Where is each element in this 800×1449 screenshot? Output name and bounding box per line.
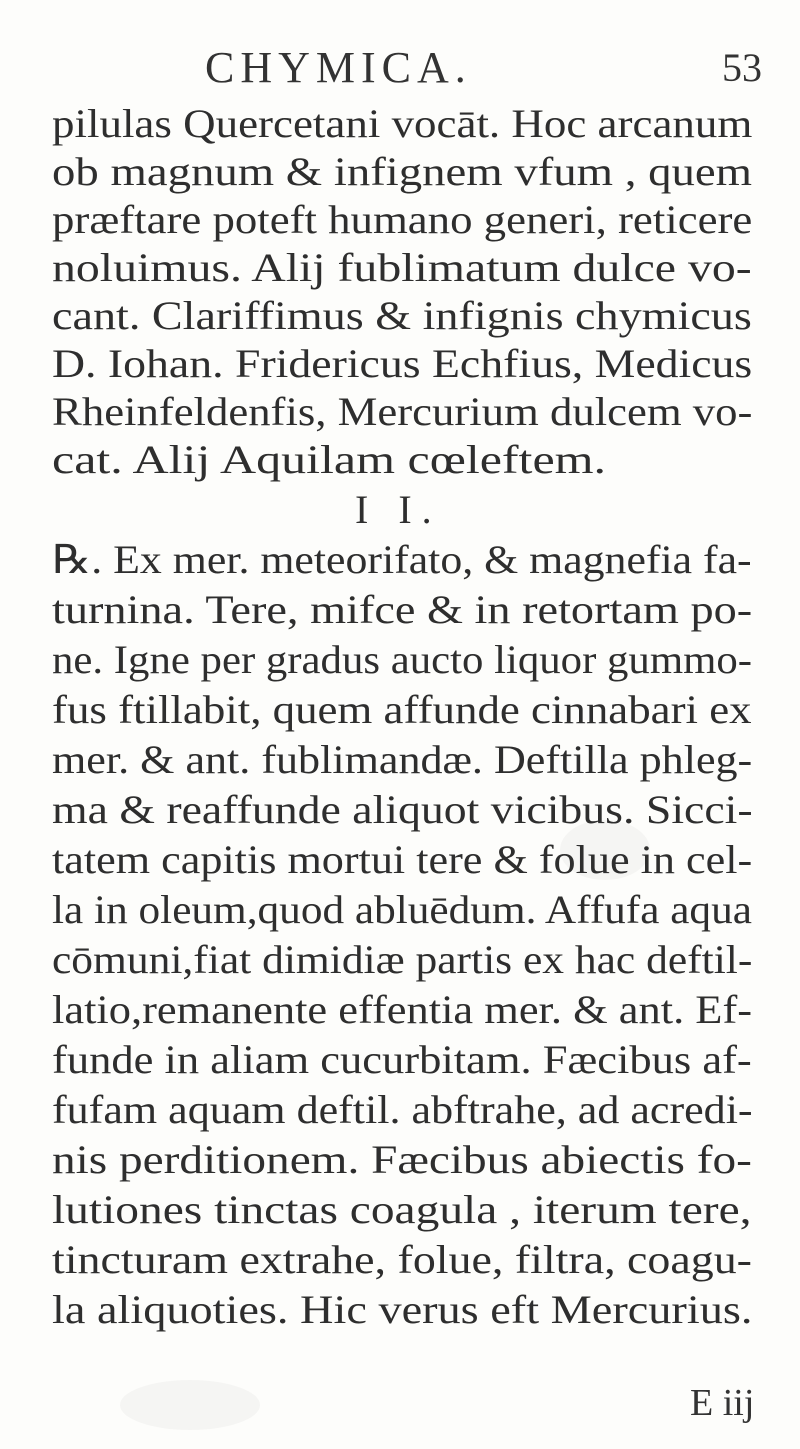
text-line: nis perditionem. Fæcibus abiectis fo- bbox=[52, 1137, 752, 1182]
text-line: cat. Alij Aquilam cœleftem. bbox=[52, 437, 607, 482]
text-line: ma & reaffunde aliquot vicibus. Sicci- bbox=[52, 787, 753, 832]
running-head bbox=[0, 42, 800, 94]
text-line: ne. Igne per gradus aucto liquor gummo- bbox=[52, 637, 753, 682]
page-number: 53 bbox=[722, 45, 762, 90]
text-line: Rheinfeldenfis, Mercurium dulcem vo- bbox=[52, 389, 753, 434]
text-line: D. Iohan. Fridericus Echfius, Medicus bbox=[52, 341, 753, 386]
text-line: cant. Clariffimus & infignis chymicus bbox=[52, 293, 752, 338]
text-line: mer. & ant. fublimandæ. Deftilla phleg- bbox=[52, 737, 753, 782]
text-line: tincturam extrahe, folue, filtra, coagu- bbox=[52, 1237, 752, 1282]
text-line: la in oleum,quod abluēdum. Affufa aqua bbox=[52, 887, 752, 932]
text-line: latio,remanente effentia mer. & ant. Ef- bbox=[52, 987, 753, 1032]
text-line: noluimus. Alij fublimatum dulce vo- bbox=[52, 245, 752, 290]
text-line: fufam aquam deftil. abftrahe, ad acredi- bbox=[52, 1087, 753, 1132]
text-line: pilulas Quercetani vocāt. Hoc arcanum bbox=[52, 101, 753, 146]
text-line: fus ftillabit, quem affunde cinnabari ex bbox=[52, 687, 752, 732]
section-number: I I. bbox=[355, 487, 442, 532]
text-line: turnina. Tere, mifce & in retortam po- bbox=[52, 587, 753, 632]
text-line: cōmuni,fiat dimidiæ partis ex hac deftil- bbox=[52, 937, 753, 982]
signature-mark: E iij bbox=[690, 1382, 755, 1424]
text-line: la aliquoties. Hic verus eft Mercurius. bbox=[52, 1287, 753, 1332]
text-line: tatem capitis mortui tere & folue in cel- bbox=[52, 837, 753, 882]
text-line: ℞. Ex mer. meteorifato, & magnefia fa- bbox=[52, 537, 752, 582]
text-line: præftare poteft humano generi, reticere bbox=[52, 197, 753, 242]
running-title: CHYMICA. bbox=[205, 43, 472, 92]
paper-stain bbox=[120, 1380, 260, 1430]
text-line: lutiones tinctas coagula , iterum tere, bbox=[52, 1187, 752, 1232]
text-line: funde in aliam cucurbitam. Fæcibus af- bbox=[52, 1037, 752, 1082]
text-line: ob magnum & infignem vfum , quem bbox=[52, 149, 753, 194]
